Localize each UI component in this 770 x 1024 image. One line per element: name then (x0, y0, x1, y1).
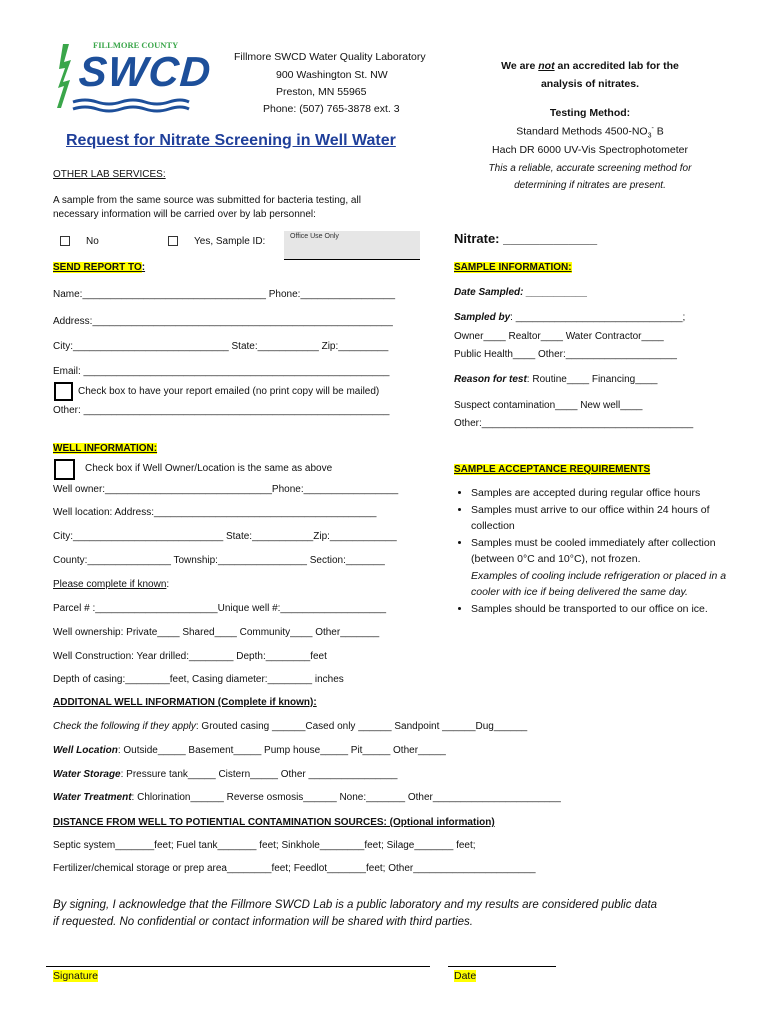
office-use-box (284, 231, 420, 260)
office-use-label: Office Use Only (290, 233, 339, 240)
other-lab-text-2: necessary information will be carried over by lab personnel: (53, 209, 316, 220)
sampler-type-options-2[interactable]: Public Health____ Other:____________________ (454, 349, 677, 360)
option-yes[interactable] (168, 236, 265, 247)
well-city-field[interactable]: City:___________________________ State:___________Zip:____________ (53, 531, 397, 542)
email-report-checkbox[interactable] (54, 382, 73, 401)
sample-other-field[interactable]: Other:______________________________________ (454, 418, 694, 429)
parcel-field[interactable]: Parcel # :______________________Unique well #:___________________ (53, 603, 387, 614)
logo-name: SWCD (77, 48, 214, 95)
report-email-field[interactable]: Email: _______________________________________________________ (53, 366, 390, 377)
lab-city: Preston, MN 55965 (276, 86, 367, 98)
other-lab-heading: OTHER LAB SERVICES: (53, 169, 166, 180)
lab-name: Fillmore SWCD Water Quality Laboratory (234, 51, 426, 63)
well-county-field[interactable]: County:_______________ Township:________________ Section:_______ (53, 555, 385, 566)
no-label: No (86, 236, 99, 247)
reason-for-test-field[interactable]: Reason for test: Routine____ Financing____ (454, 374, 658, 385)
report-city-state-zip-field[interactable]: City:____________________________ State:___________ Zip:_________ (53, 341, 389, 352)
acceptance-heading: SAMPLE ACCEPTANCE REQUIREMENTS (454, 464, 651, 475)
report-other-field[interactable]: Other: _______________________________________________________ (53, 405, 390, 416)
distance-heading: DISTANCE FROM WELL TO POTIENTIAL CONTAMINATION SOURCES: (Optional information) (53, 817, 495, 828)
report-address-field[interactable]: Address:______________________________________________________ (53, 316, 393, 327)
accreditation-notice: We are not an accredited lab for the (501, 60, 679, 72)
nitrate-result: Nitrate: _____________ (454, 231, 598, 246)
cooling-note: Examples of cooling include refrigeration or placed in a cooler with ice if being delivered the same day. (471, 569, 727, 598)
same-as-above-checkbox[interactable] (54, 459, 75, 480)
water-treatment-field[interactable]: Water Treatment: Chlorination______ Reverse osmosis______ None:_______ Other_______________________ (53, 792, 561, 803)
well-owner-field[interactable]: Well owner:______________________________Phone:_________________ (53, 484, 399, 495)
option-no[interactable] (60, 236, 99, 247)
acceptance-list (455, 485, 731, 617)
casing-type-field[interactable]: Check the following if they apply: Grouted casing ______Cased only ______ Sandpoint ______Dug______ (53, 721, 528, 732)
signature-label: Signature (53, 970, 98, 982)
logo-county: FILLMORE COUNTY (93, 40, 179, 50)
signature-line[interactable] (46, 966, 430, 967)
well-info-heading: WELL INFORMATION: (53, 443, 158, 454)
distance-line-2[interactable]: Fertilizer/chemical storage or prep area________feet; Feedlot_______feet; Other______________________ (53, 863, 536, 874)
same-as-above-label: Check box if Well Owner/Location is the same as above (85, 463, 333, 474)
sample-info-heading: SAMPLE INFORMATION: (454, 262, 572, 273)
no-checkbox[interactable] (60, 236, 70, 246)
report-name-phone-field[interactable]: Name:_________________________________ Phone:_________________ (53, 289, 396, 300)
other-lab-text-1: A sample from the same source was submitted for bacteria testing, all (53, 195, 361, 206)
date-sampled-field[interactable]: Date Sampled: ___________ (454, 287, 588, 298)
testing-method-instrument: Hach DR 6000 UV-Vis Spectrophotometer (492, 144, 688, 156)
additional-info-heading: ADDITONAL WELL INFORMATION (Complete if known): (53, 697, 317, 708)
distance-line-1[interactable]: Septic system_______feet; Fuel tank_______ feet; Sinkhole________feet; Silage_______ feet; (53, 840, 476, 851)
date-label: Date (454, 970, 477, 982)
acknowledgement-line-2: if requested. No confidential or contact information will be shared with third parties. (53, 916, 473, 928)
acknowledgement-line-1: By signing, I acknowledge that the Fillmore SWCD Lab is a public laboratory and my results are considered public data (53, 899, 658, 911)
date-line[interactable] (448, 966, 556, 967)
sampled-by-field[interactable]: Sampled by: ______________________________; (454, 312, 686, 323)
suspect-new-well-options[interactable]: Suspect contamination____ New well____ (454, 400, 643, 411)
yes-label: Yes, Sample ID: (194, 236, 266, 247)
well-construction-field[interactable]: Well Construction: Year drilled:________ Depth:________feet (53, 651, 327, 662)
well-location-field[interactable]: Well location: Address:________________________________________ (53, 507, 377, 518)
acceptance-item: • Samples should be transported to our office on ice. (471, 601, 731, 618)
email-report-label: Check box to have your report emailed (no print copy will be mailed) (78, 386, 380, 397)
lab-phone: Phone: (507) 765-3878 ext. 3 (263, 103, 400, 115)
acceptance-item: • Samples must be cooled immediately after collection (between 0°C and 10°C), not frozen. Examples of cooling include refrigeration or placed in a cooler with ice if being delivered the same day. (471, 535, 731, 601)
form-title: Request for Nitrate Screening in Well Water (66, 132, 396, 149)
swcd-logo (55, 38, 214, 113)
method-note-2: determining if nitrates are present. (514, 180, 666, 191)
please-complete-label: Please complete if known: (53, 579, 170, 590)
well-location-type-field[interactable]: Well Location: Outside_____ Basement_____ Pump house_____ Pit_____ Other_____ (53, 745, 446, 756)
lab-street: 900 Washington St. NW (276, 69, 388, 81)
well-ownership-field[interactable]: Well ownership: Private____ Shared____ Community____ Other_______ (53, 627, 380, 638)
sampler-type-options[interactable]: Owner____ Realtor____ Water Contractor____ (454, 331, 664, 342)
acceptance-item: • Samples must arrive to our office within 24 hours of collection (471, 502, 731, 535)
testing-method-heading: Testing Method: (549, 107, 631, 119)
yes-checkbox[interactable] (168, 236, 178, 246)
water-storage-field[interactable]: Water Storage: Pressure tank_____ Cistern_____ Other ________________ (53, 769, 398, 780)
casing-field[interactable]: Depth of casing:________feet, Casing diameter:________ inches (53, 674, 344, 685)
acceptance-item: • Samples are accepted during regular office hours (471, 485, 731, 502)
send-report-heading: SEND REPORT TO: (53, 262, 146, 273)
method-note-1: This a reliable, accurate screening method for (488, 163, 692, 174)
accreditation-notice-line2: analysis of nitrates. (540, 78, 640, 90)
testing-method-standard: Standard Methods $4500-NO_3^-$ B (516, 125, 664, 140)
